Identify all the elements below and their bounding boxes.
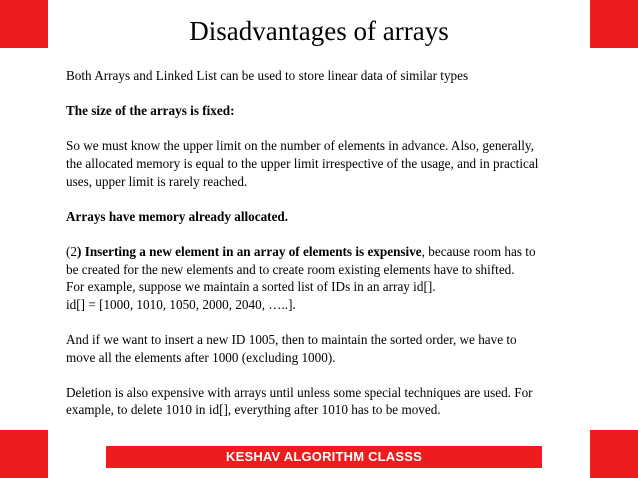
spacer — [66, 190, 586, 208]
spacer — [66, 85, 586, 103]
insert-tail: , because room has to — [421, 243, 536, 259]
deletion-line-1: Deletion is also expensive with arrays until unless some special techniques are used. For — [66, 384, 533, 400]
fixed-size-line-1: So we must know the upper limit on the number of elements in advance. Also, generally, — [66, 138, 534, 154]
insert-heading: ) Inserting a new element in an array of elements is expensive — [77, 243, 422, 259]
memory-allocated-heading: Arrays have memory already allocated. — [66, 208, 289, 224]
insert-line-1 — [66, 243, 586, 261]
deletion-line-2: example, to delete 1010 in id[], everything after 1010 has to be moved. — [66, 402, 441, 418]
spacer — [66, 313, 586, 331]
bottom-left-corner-block — [0, 430, 48, 478]
insert-line-2: be created for the new elements and to create room existing elements have to shifted. — [66, 261, 515, 277]
fixed-size-line-2: the allocated memory is equal to the upper limit irrespective of the usage, and in practical — [66, 155, 539, 171]
footer-banner — [106, 446, 542, 468]
spacer — [66, 120, 586, 138]
insert-line-4: id[] = [1000, 1010, 1050, 2000, 2040, …..]. — [66, 296, 296, 312]
insert-line-3: For example, suppose we maintain a sorted list of IDs in an array id[]. — [66, 279, 436, 295]
slide-body — [66, 67, 586, 419]
insert-example-line-2: move all the elements after 1000 (excluding 1000). — [66, 349, 336, 365]
fixed-size-heading: The size of the arrays is fixed: — [66, 103, 235, 119]
spacer — [66, 366, 586, 384]
slide-title: Disadvantages of arrays — [189, 16, 449, 46]
footer-label: KESHAV ALGORITHM CLASSS — [226, 449, 422, 464]
spacer — [66, 225, 586, 243]
fixed-size-line-3: uses, upper limit is rarely reached. — [66, 173, 248, 189]
intro-line: Both Arrays and Linked List can be used to store linear data of similar types — [66, 68, 469, 83]
insert-number: (2 — [66, 243, 77, 259]
insert-example-line-1: And if we want to insert a new ID 1005, then to maintain the sorted order, we have to — [66, 331, 517, 347]
bottom-right-corner-block — [590, 430, 638, 478]
